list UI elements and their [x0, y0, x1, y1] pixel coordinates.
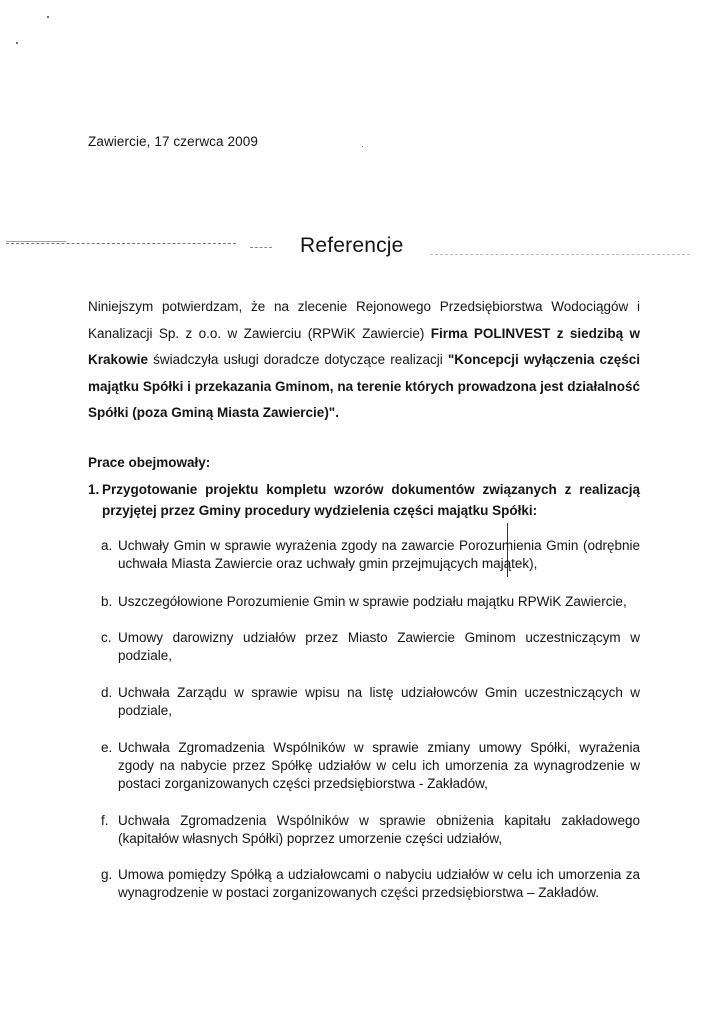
- sub-item-text: Uchwała Zgromadzenia Wspólników w sprawie obniżenia kapitału zakładowego (kapitałów własnych Spółki) poprzez umorzenie części udziałów,: [118, 813, 640, 846]
- intro-lead: Niniejszym potwierdzam, że na zlecenie Rejonowego Przedsiębiorstwa Wodociągów i Kanalizacji Sp. z o.o. w Zawierciu (RPWiK Zawiercie): [88, 299, 640, 341]
- sub-item-letter: e.: [101, 740, 113, 755]
- sub-item-text: Umowy darowizny udziałów przez Miasto Zawiercie Gminom uczestniczącym w podziale,: [118, 630, 640, 663]
- intro-project-title: "Koncepcji wyłączenia części majątku Spółki i przekazania Gminom, na terenie których prowadzona jest działalność Spółki (poza Gminą Miasta Zawiercie)".: [88, 352, 640, 420]
- scan-speck: [362, 146, 363, 147]
- sub-item-a: [101, 537, 640, 573]
- sub-item-g: [101, 866, 640, 902]
- scan-rule: [430, 254, 690, 255]
- list-item-text: Przygotowanie projektu kompletu wzorów dokumentów związanych z realizacją przyjętej przez Gminy procedury wydzielenia części majątku Spółki:: [102, 482, 640, 518]
- sub-item-b: [101, 593, 640, 611]
- intro-company: Firma POLINVEST z siedzibą w Krakowie: [88, 325, 640, 367]
- sub-item-letter: a.: [101, 538, 113, 553]
- sub-item-letter: d.: [101, 685, 113, 700]
- sub-item-f: [101, 812, 640, 848]
- sub-item-text: Uchwała Zgromadzenia Wspólników w sprawie zmiany umowy Spółki, wyrażenia zgody na nabycie przez Spółkę udziałów w celu ich umorzenia za wynagrodzenie w postaci zorganizowanych części przedsiębiorstwa - Zakładów,: [118, 740, 640, 791]
- sub-item-letter: b.: [101, 594, 113, 609]
- sub-item-text: Uszczegółowione Porozumienie Gmin w sprawie podziału majątku RPWiK Zawiercie,: [118, 594, 627, 609]
- intro-paragraph: [88, 294, 640, 427]
- sub-item-d: [101, 684, 640, 720]
- scan-rule: [250, 247, 272, 248]
- intro-middle: świadczyła usługi doradcze dotyczące realizacji: [148, 352, 448, 367]
- list-item: [88, 479, 640, 521]
- date-line: Zawiercie, 17 czerwca 2009: [88, 134, 258, 149]
- sub-item-e: [101, 739, 640, 793]
- sub-item-letter: g.: [101, 867, 113, 882]
- scan-speck: [47, 16, 49, 18]
- scan-rule: [6, 243, 236, 244]
- sub-item-text: Umowa pomiędzy Spółką a udziałowcami o nabyciu udziałów w celu ich umorzenia za wynagrodzenie w postaci zorganizowanych części przedsiębiorstwa – Zakładów.: [118, 867, 640, 900]
- sub-item-letter: c.: [101, 630, 112, 645]
- document-heading: Referencje: [300, 234, 404, 257]
- section-title: Prace obejmowały:: [88, 455, 211, 470]
- scan-rule: [6, 241, 66, 242]
- scan-speck: [16, 42, 18, 44]
- list-item-number: 1.: [88, 482, 100, 497]
- sub-item-text: Uchwała Zarządu w sprawie wpisu na listę udziałowców Gmin uczestniczących w podziale,: [118, 685, 640, 718]
- sub-item-letter: f.: [101, 813, 109, 828]
- sub-item-c: [101, 629, 640, 665]
- sub-item-text: Uchwały Gmin w sprawie wyrażenia zgody na zawarcie Porozumienia Gmin (odrębnie uchwała Miasta Zawiercie oraz uchwały gmin przejmujących majątek),: [118, 538, 640, 571]
